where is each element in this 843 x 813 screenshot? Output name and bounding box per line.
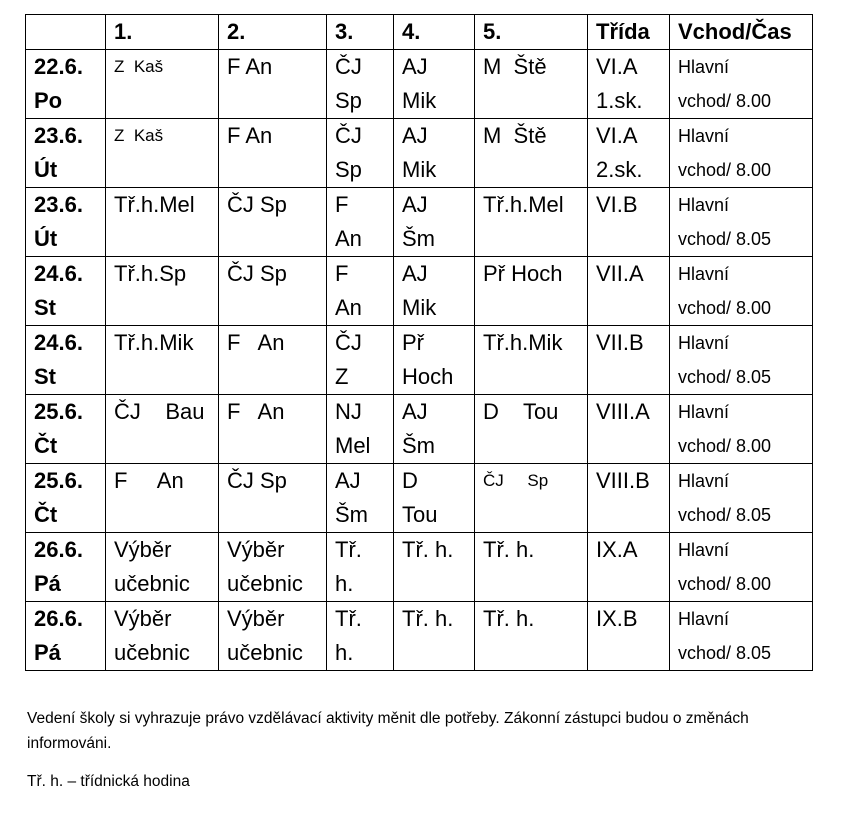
class-cell <box>588 50 670 119</box>
cell-line: VIII.A <box>596 399 650 424</box>
date-cell <box>26 257 106 326</box>
cell-line: Tř. h. <box>483 537 535 562</box>
lesson-cell <box>106 188 219 257</box>
date-line: 24.6. <box>34 330 83 355</box>
cell-line: Tř.h.Mel <box>114 192 195 217</box>
cell-line: Mik <box>402 88 437 113</box>
cell-line: 1.sk. <box>596 88 643 113</box>
lesson-cell <box>475 257 588 326</box>
cell-line: Tř.h.Sp <box>114 261 187 286</box>
header-cell: 3. <box>327 15 394 50</box>
cell-line: Sp <box>335 157 362 182</box>
cell-line: Hoch <box>402 364 454 389</box>
date-line: St <box>34 364 56 389</box>
lesson-cell <box>475 533 588 602</box>
lesson-cell <box>106 395 219 464</box>
lesson-cell <box>394 257 475 326</box>
cell-line: VI.A <box>596 54 638 79</box>
table-row <box>26 602 813 671</box>
lesson-cell <box>475 602 588 671</box>
header-cell <box>26 15 106 50</box>
date-cell <box>26 602 106 671</box>
lesson-cell <box>327 395 394 464</box>
cell-line: Tř. h. <box>483 606 535 631</box>
table-row <box>26 50 813 119</box>
cell-line: Hlavní <box>678 126 730 146</box>
cell-line: Tř.h.Mik <box>114 330 194 355</box>
cell-line: VII.B <box>596 330 644 355</box>
lesson-cell <box>219 395 327 464</box>
cell-line: 2.sk. <box>596 157 643 182</box>
cell-line: VIII.B <box>596 468 650 493</box>
entrance-time-cell <box>670 533 813 602</box>
lesson-cell <box>327 326 394 395</box>
cell-line: Tř.h.Mik <box>483 330 563 355</box>
lesson-cell <box>394 533 475 602</box>
cell-line: učebnic <box>114 640 190 665</box>
lesson-cell <box>219 533 327 602</box>
header-cell: 4. <box>394 15 475 50</box>
cell-line: Hlavní <box>678 195 730 215</box>
cell-line: Šm <box>402 433 435 458</box>
cell-line: Hlavní <box>678 540 730 560</box>
cell-line: Hlavní <box>678 609 730 629</box>
date-line: Čt <box>34 502 58 527</box>
class-cell <box>588 533 670 602</box>
table-row <box>26 395 813 464</box>
cell-line: h. <box>335 640 354 665</box>
date-cell <box>26 119 106 188</box>
cell-line: Z <box>335 364 349 389</box>
date-cell <box>26 533 106 602</box>
lesson-cell <box>106 533 219 602</box>
table-row <box>26 326 813 395</box>
lesson-cell <box>106 464 219 533</box>
lesson-cell <box>394 188 475 257</box>
entrance-time-cell <box>670 395 813 464</box>
lesson-cell <box>475 188 588 257</box>
cell-line: VI.B <box>596 192 638 217</box>
lesson-cell <box>219 326 327 395</box>
cell-line: IX.A <box>596 537 638 562</box>
cell-line: Sp <box>335 88 362 113</box>
lesson-cell <box>327 119 394 188</box>
cell-line: AJ <box>402 261 428 286</box>
cell-line: Tou <box>402 502 438 527</box>
cell-line: AJ <box>402 399 428 424</box>
date-line: 25.6. <box>34 399 83 424</box>
cell-line: Hlavní <box>678 57 730 77</box>
cell-line: učebnic <box>114 571 190 596</box>
cell-line: Hlavní <box>678 264 730 284</box>
cell-line: Šm <box>402 226 435 251</box>
cell-line: Tř. <box>335 537 362 562</box>
cell-line: Tř. h. <box>402 606 454 631</box>
cell-line: D Tou <box>483 399 559 424</box>
cell-line: Šm <box>335 502 368 527</box>
cell-line: Výběr <box>227 606 285 631</box>
cell-line: Výběr <box>114 537 172 562</box>
header-row <box>26 15 813 50</box>
date-cell <box>26 326 106 395</box>
cell-line: h. <box>335 571 354 596</box>
lesson-cell <box>327 257 394 326</box>
cell-line: Tř. <box>335 606 362 631</box>
cell-line: Tř.h.Mel <box>483 192 564 217</box>
cell-line: Z Kaš <box>114 126 164 145</box>
cell-line: VII.A <box>596 261 644 286</box>
cell-line: An <box>335 226 362 251</box>
lesson-cell <box>106 50 219 119</box>
cell-line: M Ště <box>483 54 547 79</box>
entrance-time-cell <box>670 119 813 188</box>
lesson-cell <box>475 395 588 464</box>
date-line: Pá <box>34 571 61 596</box>
table-row <box>26 464 813 533</box>
lesson-cell <box>394 326 475 395</box>
date-line: Po <box>34 88 63 113</box>
cell-line: vchod/ 8.00 <box>678 160 772 180</box>
header-cell: 5. <box>475 15 588 50</box>
cell-line: VI.A <box>596 123 638 148</box>
header-cell: Třída <box>588 15 670 50</box>
cell-line: AJ <box>402 123 428 148</box>
cell-line: Př <box>402 330 424 355</box>
lesson-cell <box>219 257 327 326</box>
date-line: 26.6. <box>34 537 83 562</box>
lesson-cell <box>106 326 219 395</box>
footer-note: Vedení školy si vyhrazuje právo vzdělávací aktivity měnit dle potřeby. Zákonní zástupci budou o změnách informováni. <box>27 710 749 752</box>
cell-line: ČJ Bau <box>114 399 205 424</box>
lesson-cell <box>219 602 327 671</box>
cell-line: Z Kaš <box>114 57 164 76</box>
lesson-cell <box>219 119 327 188</box>
lesson-cell <box>219 188 327 257</box>
table-row <box>26 188 813 257</box>
cell-line: Hlavní <box>678 471 730 491</box>
cell-line: NJ <box>335 399 362 424</box>
date-line: Čt <box>34 433 58 458</box>
cell-line: vchod/ 8.05 <box>678 505 772 525</box>
date-line: 23.6. <box>34 192 83 217</box>
cell-line: vchod/ 8.00 <box>678 298 772 318</box>
class-cell <box>588 188 670 257</box>
class-cell <box>588 119 670 188</box>
cell-line: učebnic <box>227 571 303 596</box>
date-cell <box>26 50 106 119</box>
lesson-cell <box>475 326 588 395</box>
lesson-cell <box>219 50 327 119</box>
footer-legend: Tř. h. – třídnická hodina <box>27 773 190 790</box>
header-cell: 1. <box>106 15 219 50</box>
date-cell <box>26 395 106 464</box>
lesson-cell <box>327 188 394 257</box>
cell-line: Mel <box>335 433 371 458</box>
cell-line: AJ <box>402 54 428 79</box>
cell-line: F <box>335 192 349 217</box>
date-line: 24.6. <box>34 261 83 286</box>
cell-line: Hlavní <box>678 333 730 353</box>
entrance-time-cell <box>670 50 813 119</box>
cell-line: vchod/ 8.05 <box>678 229 772 249</box>
date-cell <box>26 188 106 257</box>
lesson-cell <box>475 464 588 533</box>
cell-line: Hlavní <box>678 402 730 422</box>
date-line: 25.6. <box>34 468 83 493</box>
date-line: Út <box>34 226 58 251</box>
cell-line: Tř. h. <box>402 537 454 562</box>
cell-line: F <box>335 261 349 286</box>
lesson-cell <box>394 119 475 188</box>
cell-line: Př Hoch <box>483 261 563 286</box>
cell-line: Výběr <box>227 537 285 562</box>
class-cell <box>588 602 670 671</box>
table-row <box>26 257 813 326</box>
lesson-cell <box>106 257 219 326</box>
cell-line: Výběr <box>114 606 172 631</box>
lesson-cell <box>219 464 327 533</box>
cell-line: F An <box>114 468 184 493</box>
cell-line: vchod/ 8.00 <box>678 574 772 594</box>
cell-line: IX.B <box>596 606 638 631</box>
date-cell <box>26 464 106 533</box>
cell-line: F An <box>227 330 285 355</box>
cell-line: AJ <box>335 468 361 493</box>
cell-line: ČJ Sp <box>483 471 549 490</box>
lesson-cell <box>106 119 219 188</box>
cell-line: D <box>402 468 418 493</box>
cell-line: vchod/ 8.05 <box>678 367 772 387</box>
cell-line: ČJ <box>335 330 362 355</box>
header-cell: Vchod/Čas <box>670 15 813 50</box>
lesson-cell <box>327 602 394 671</box>
lesson-cell <box>475 50 588 119</box>
table-row <box>26 533 813 602</box>
class-cell <box>588 326 670 395</box>
cell-line: AJ <box>402 192 428 217</box>
entrance-time-cell <box>670 326 813 395</box>
table-row <box>26 119 813 188</box>
header-cell: 2. <box>219 15 327 50</box>
schedule-table <box>25 14 813 671</box>
lesson-cell <box>327 50 394 119</box>
cell-line: ČJ <box>335 123 362 148</box>
cell-line: Mik <box>402 157 437 182</box>
date-line: St <box>34 295 56 320</box>
entrance-time-cell <box>670 602 813 671</box>
date-line: 26.6. <box>34 606 83 631</box>
cell-line: An <box>335 295 362 320</box>
lesson-cell <box>106 602 219 671</box>
class-cell <box>588 464 670 533</box>
lesson-cell <box>394 602 475 671</box>
entrance-time-cell <box>670 464 813 533</box>
cell-line: vchod/ 8.00 <box>678 91 772 111</box>
cell-line: ČJ Sp <box>227 261 287 286</box>
cell-line: ČJ <box>335 54 362 79</box>
date-line: Pá <box>34 640 61 665</box>
cell-line: vchod/ 8.05 <box>678 643 772 663</box>
cell-line: F An <box>227 123 273 148</box>
lesson-cell <box>394 464 475 533</box>
entrance-time-cell <box>670 257 813 326</box>
class-cell <box>588 257 670 326</box>
lesson-cell <box>475 119 588 188</box>
lesson-cell <box>327 464 394 533</box>
entrance-time-cell <box>670 188 813 257</box>
cell-line: M Ště <box>483 123 547 148</box>
class-cell <box>588 395 670 464</box>
cell-line: ČJ Sp <box>227 192 287 217</box>
cell-line: vchod/ 8.00 <box>678 436 772 456</box>
cell-line: F An <box>227 54 273 79</box>
lesson-cell <box>394 50 475 119</box>
cell-line: F An <box>227 399 285 424</box>
lesson-cell <box>394 395 475 464</box>
date-line: 23.6. <box>34 123 83 148</box>
date-line: Út <box>34 157 58 182</box>
date-line: 22.6. <box>34 54 83 79</box>
cell-line: učebnic <box>227 640 303 665</box>
cell-line: ČJ Sp <box>227 468 287 493</box>
lesson-cell <box>327 533 394 602</box>
cell-line: Mik <box>402 295 437 320</box>
